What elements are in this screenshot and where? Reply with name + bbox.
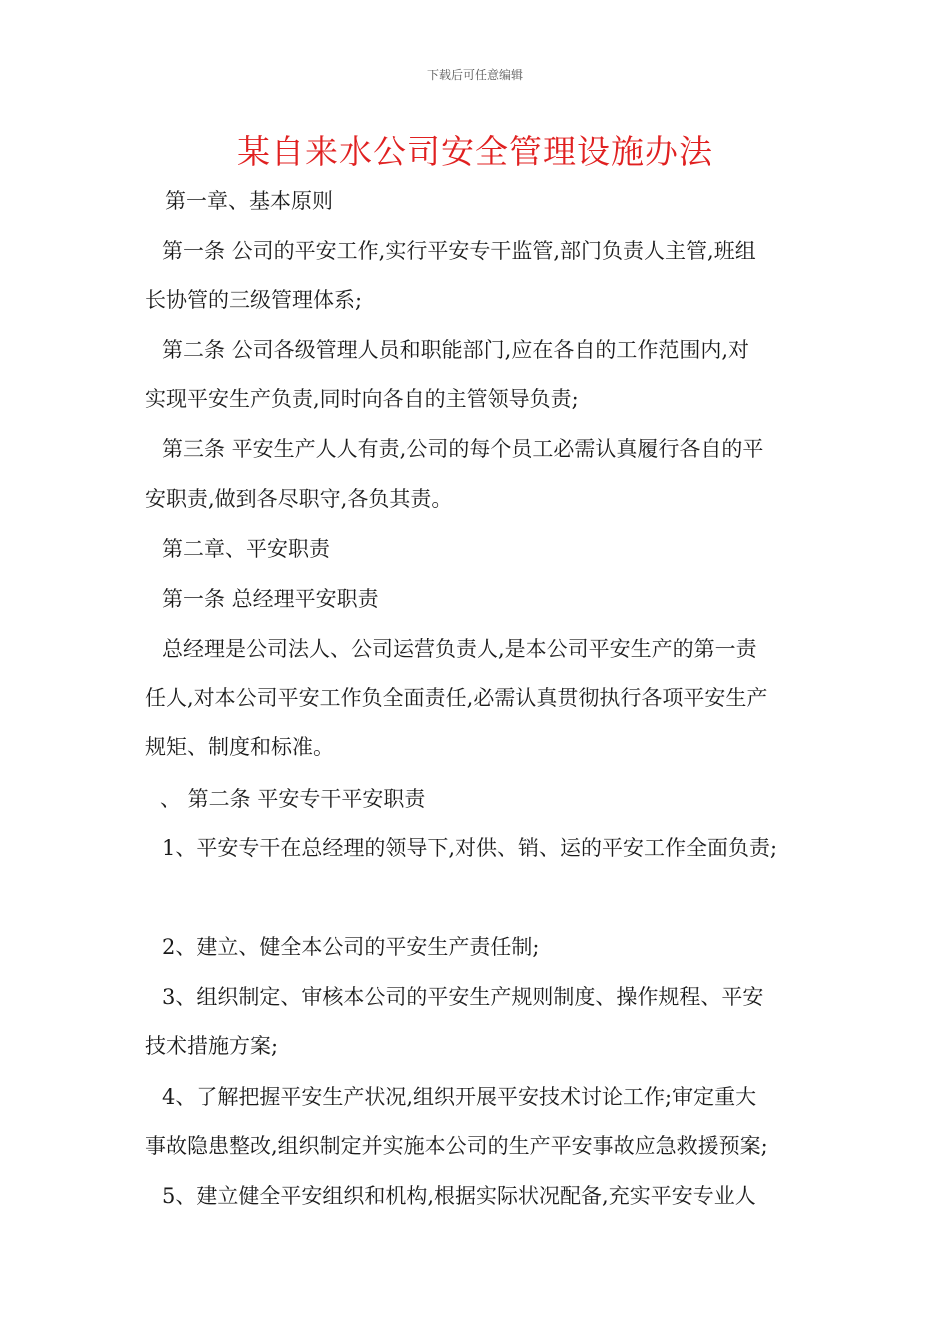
page-header: 下载后可任意编辑: [426, 68, 523, 82]
body-line: 技术措施方案;: [145, 1034, 279, 1058]
body-line: 事故隐患整改,组织制定并实施本公司的生产平安事故应急救援预案;: [145, 1134, 768, 1158]
body-line: 第一条 公司的平安工作,实行平安专干监管,部门负责人主管,班组: [162, 239, 756, 263]
list-item: 1、平安专干在总经理的领导下,对供、销、运的平安工作全面负责;: [162, 836, 778, 860]
document-title: 某自来水公司安全管理设施办法: [237, 132, 713, 171]
body-line: 长协管的三级管理体系;: [145, 288, 363, 312]
body-line: 安职责,做到各尽职守,各负其责。: [145, 487, 453, 511]
article-heading: 、 第二条 平安专干平安职责: [160, 787, 426, 811]
article-heading: 第一条 总经理平安职责: [162, 587, 379, 611]
list-item: 2、建立、健全本公司的平安生产责任制;: [162, 935, 540, 959]
body-line: 第二条 公司各级管理人员和职能部门,应在各自的工作范围内,对: [162, 338, 750, 362]
body-line: 任人,对本公司平安工作负全面责任,必需认真贯彻执行各项平安生产: [145, 686, 768, 710]
body-line: 总经理是公司法人、公司运营负责人,是本公司平安生产的第一责: [162, 637, 757, 661]
list-item: 3、组织制定、审核本公司的平安生产规则制度、操作规程、平安: [162, 985, 764, 1009]
list-item: 4、了解把握平安生产状况,组织开展平安技术讨论工作;审定重大: [162, 1085, 757, 1109]
body-line: 实现平安生产负责,同时向各自的主管领导负责;: [145, 387, 579, 411]
chapter-heading-2: 第二章、平安职责: [162, 537, 330, 561]
body-line: 规矩、制度和标准。: [145, 735, 334, 759]
body-line: 第三条 平安生产人人有责,公司的每个员工必需认真履行各自的平: [162, 437, 764, 461]
list-item: 5、建立健全平安组织和机构,根据实际状况配备,充实平安专业人: [162, 1184, 756, 1208]
chapter-heading-1: 第一章、基本原则: [165, 189, 333, 213]
